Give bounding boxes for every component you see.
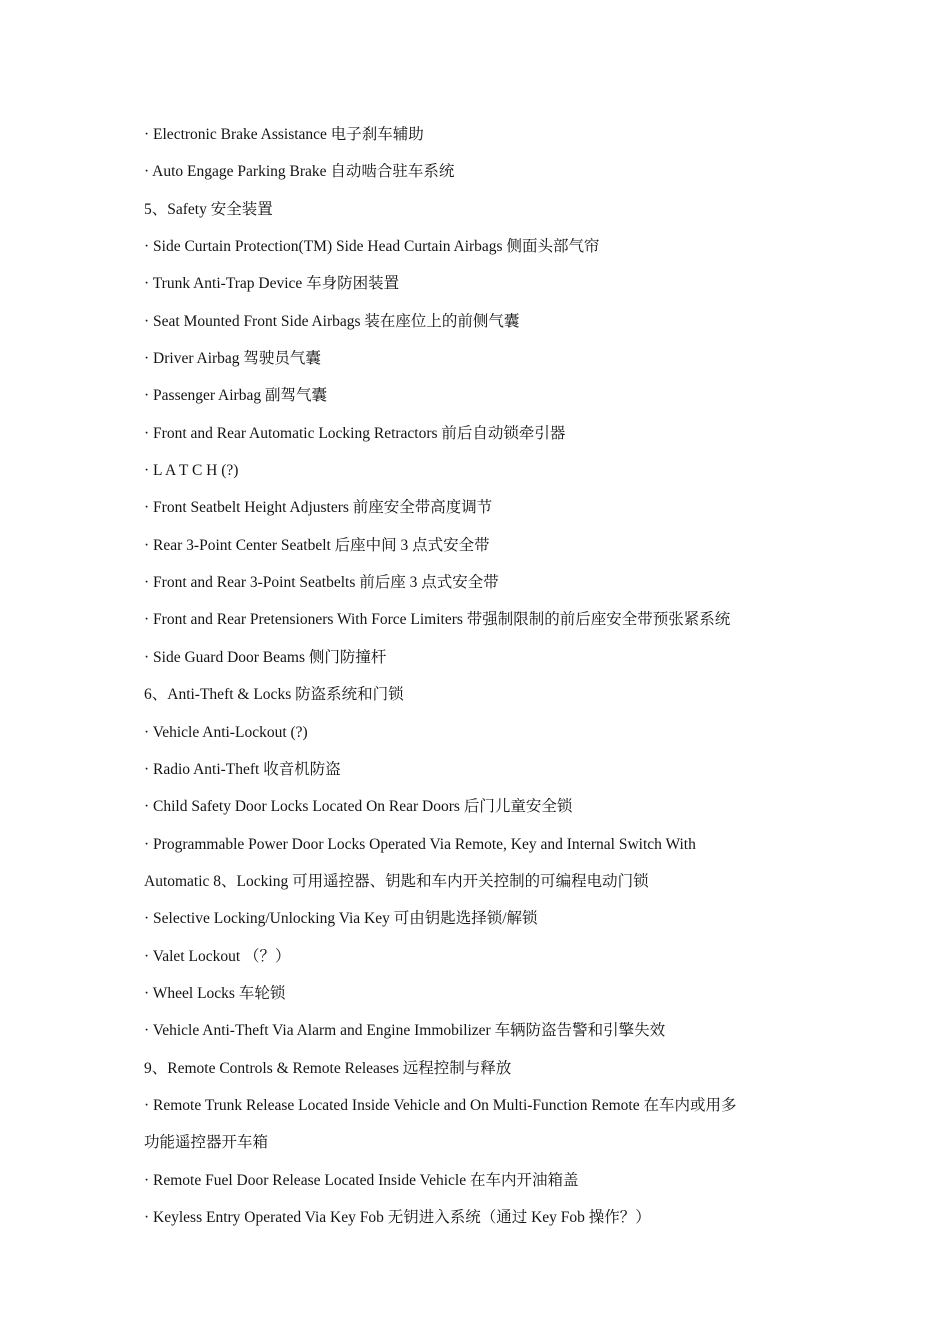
line-wheel-locks: · Wheel Locks 车轮锁 <box>144 984 286 1002</box>
line-selective-locking: · Selective Locking/Unlocking Via Key 可由钥匙选择锁/解锁 <box>144 910 538 928</box>
line-pretensioners: · Front and Rear Pretensioners With Force Limiters 带强制限制的前后座安全带预张紧系统 <box>144 611 731 629</box>
line-remote-trunk-release-cont: 功能遥控器开车箱 <box>144 1134 269 1152</box>
line-programmable-door-locks: · Programmable Power Door Locks Operated Via Remote, Key and Internal Switch With <box>144 835 696 853</box>
line-seatbelt-height-adjusters: · Front Seatbelt Height Adjusters 前座安全带高度调节 <box>144 499 493 517</box>
line-valet-lockout: · Valet Lockout （？） <box>144 947 291 965</box>
section-heading-safety: 5、Safety 安全装置 <box>144 200 273 218</box>
line-remote-trunk-release: · Remote Trunk Release Located Inside Vehicle and On Multi-Function Remote 在车内或用多 <box>144 1096 737 1114</box>
line-seat-mounted-side-airbags: · Seat Mounted Front Side Airbags 装在座位上的前侧气囊 <box>144 312 520 330</box>
line-auto-engage-parking-brake: · Auto Engage Parking Brake 自动啮合驻车系统 <box>144 163 455 181</box>
section-heading-remote-controls: 9、Remote Controls & Remote Releases 远程控制与释放 <box>144 1059 512 1077</box>
line-vehicle-anti-theft: · Vehicle Anti-Theft Via Alarm and Engine Immobilizer 车辆防盗告警和引擎失效 <box>144 1022 666 1040</box>
line-locking-retractors: · Front and Rear Automatic Locking Retractors 前后自动锁牵引器 <box>144 424 566 442</box>
line-child-safety-locks: · Child Safety Door Locks Located On Rear Doors 后门儿童安全锁 <box>144 798 573 816</box>
line-radio-anti-theft: · Radio Anti-Theft 收音机防盗 <box>144 760 341 778</box>
line-driver-airbag: · Driver Airbag 驾驶员气囊 <box>144 350 321 368</box>
line-vehicle-anti-lockout: · Vehicle Anti-Lockout (?) <box>144 723 308 741</box>
line-passenger-airbag: · Passenger Airbag 副驾气囊 <box>144 387 327 405</box>
line-automatic-locking: Automatic 8、Locking 可用遥控器、钥匙和车内开关控制的可编程电动门锁 <box>144 872 649 890</box>
line-rear-center-seatbelt: · Rear 3-Point Center Seatbelt 后座中间 3 点式安全带 <box>144 536 490 554</box>
line-side-guard-door-beams: · Side Guard Door Beams 侧门防撞杆 <box>144 648 387 666</box>
line-side-curtain-airbags: · Side Curtain Protection(TM) Side Head Curtain Airbags 侧面头部气帘 <box>144 238 600 256</box>
line-electronic-brake-assistance: · Electronic Brake Assistance 电子刹车辅助 <box>144 126 424 143</box>
line-keyless-entry: · Keyless Entry Operated Via Key Fob 无钥进入系统（通过 Key Fob 操作？） <box>144 1208 651 1226</box>
section-heading-anti-theft: 6、Anti-Theft & Locks 防盗系统和门锁 <box>144 686 404 704</box>
line-latch: · L A T C H (?) <box>144 462 239 480</box>
document-body <box>144 116 824 1236</box>
line-remote-fuel-door: · Remote Fuel Door Release Located Inside Vehicle 在车内开油箱盖 <box>144 1171 579 1189</box>
line-front-rear-seatbelts: · Front and Rear 3-Point Seatbelts 前后座 3 点式安全带 <box>144 574 499 592</box>
line-trunk-anti-trap: · Trunk Anti-Trap Device 车身防困装置 <box>144 275 400 293</box>
